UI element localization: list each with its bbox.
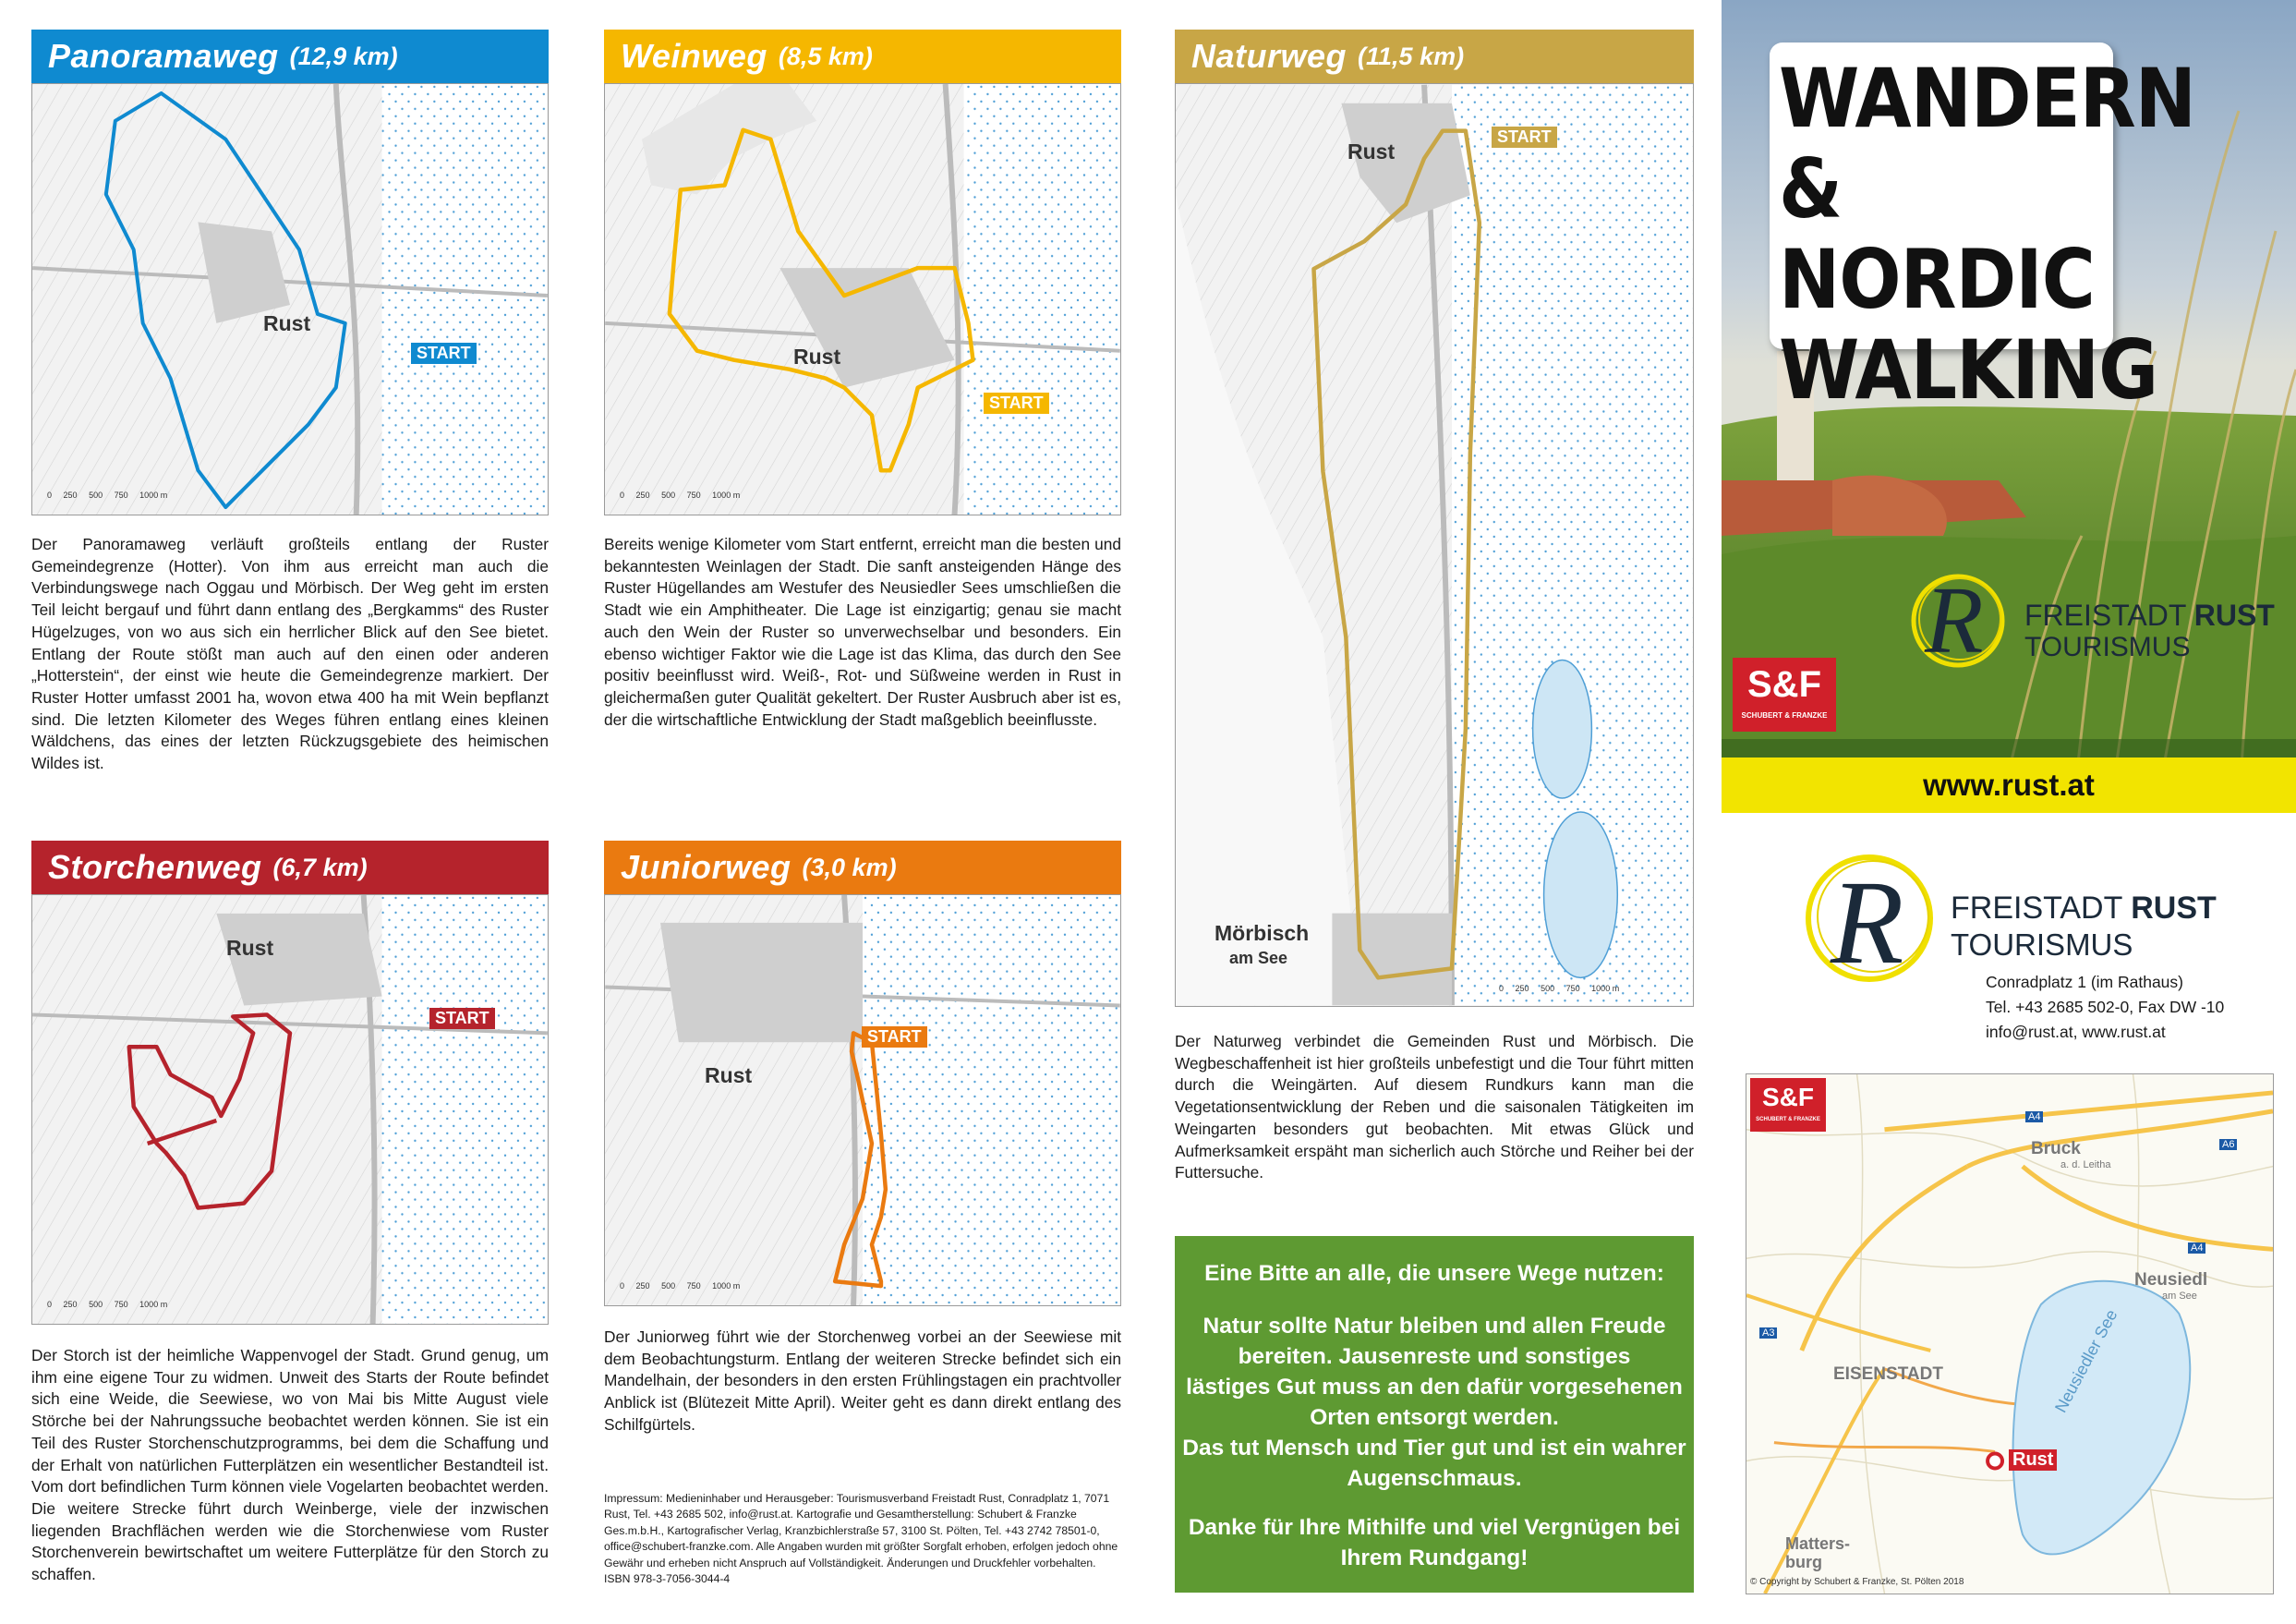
cover-panel (1722, 0, 2296, 813)
logo-letter: R (1925, 567, 1984, 673)
publisher-sub: SCHUBERT & FRANZKE (1741, 711, 1828, 720)
cover-publisher-logo (1733, 658, 1836, 732)
panoramaweg-header (31, 30, 549, 83)
cover-tourism-logo (1903, 565, 2290, 676)
route-length: (11,5 km) (1358, 42, 1465, 70)
logo-top-text: FREISTADT RUST (1951, 891, 2217, 926)
cover-url[interactable]: www.rust.at (1923, 768, 2095, 802)
start-marker: START (862, 1026, 927, 1048)
juniorweg-description: Der Juniorweg führt wie der Storchenweg vorbei an der Seewiese mit dem Beobachtungsturm. Entlang der weiteren Strecke befindet sich ein Mandelhain, der besonders in den ersten Frühlingstagen ein prachtvoller Anblick ist (Blütezeit Mitte April). Weiter geht es dann direkt entlang des Schilfgürtels. (604, 1327, 1121, 1434)
road-shield-a3: A3 (1759, 1327, 1777, 1339)
appeal-line: Das tut Mensch und Tier gut und ist ein wahrer (1182, 1436, 1686, 1460)
place-label-neusiedl-sub: am See (2162, 1291, 2197, 1302)
start-marker: START (984, 393, 1049, 414)
place-label-mattersburg: Matters- burg (1785, 1534, 1851, 1571)
contact-info (1986, 970, 2224, 1045)
publisher-sub: SCHUBERT & FRANZKE (1756, 1117, 1820, 1122)
map-scale: 0 250 500 750 1000 m (1499, 984, 1620, 993)
juniorweg-map-graphic (605, 895, 1120, 1305)
place-label-bruck-sub: a. d. Leitha (2060, 1159, 2111, 1170)
publisher-mark: S&F (1762, 1083, 1814, 1111)
logo-bottom-text: TOURISMUS (2024, 632, 2191, 662)
route-name: Storchenweg (48, 848, 262, 886)
naturweg-description: Der Naturweg verbindet die Gemeinden Rust und Mörbisch. Die Wegbeschaffenheit ist hier großteils unbefestigt und die Tour führt mitten durch die Weingärten. Auf diesem Rundkurs kann man die Vegetationsentwicklung der Reben und die saisonalen Tätigkeiten im Weingarten besonders gut beobachten. Mit etwas Glück und Aufmerksamkeit erspäht man sicherlich auch Störche und Reiher bei der Futtersuche. (1175, 1032, 1694, 1182)
map-town-label: Rust (705, 1063, 753, 1087)
map-scale: 0 250 500 750 1000 m (620, 1281, 741, 1291)
logo-top-text: FREISTADT RUST (2024, 599, 2275, 632)
map-scale: 0 250 500 750 1000 m (47, 491, 168, 500)
cover-title-line: WALKING (1779, 322, 2158, 418)
route-name: Juniorweg (621, 848, 792, 886)
weinweg-map (604, 83, 1121, 515)
map-scale: 0 250 500 750 1000 m (620, 491, 741, 500)
map-town-label: Rust (1347, 139, 1396, 164)
storchenweg-header (31, 841, 549, 894)
appeal-line: lästiges Gut muss an den dafür vorgesehenen (1186, 1375, 1683, 1400)
juniorweg-header (604, 841, 1121, 894)
weinweg-header (604, 30, 1121, 83)
start-marker: START (411, 343, 477, 364)
route-name: Naturweg (1191, 37, 1347, 75)
place-label-neusiedl: Neusiedl (2134, 1270, 2208, 1290)
appeal-thanks: Danke für Ihre Mithilfe und viel Vergnügen bei (1188, 1515, 1681, 1540)
logo-bottom-text: TOURISMUS (1951, 927, 2133, 962)
map-town-label-moerbisch: Mörbisch (1214, 921, 1310, 945)
overview-publisher-logo (1750, 1078, 1826, 1132)
appeal-heading: Eine Bitte an alle, die unsere Wege nutzen: (1204, 1261, 1664, 1286)
weinweg-description: Bereits wenige Kilometer vom Start entfernt, erreicht man die besten und bekanntesten Weinlagen der Stadt. Die sanft ansteigenden Hänge des Ruster Hügellandes am Westufer des Neusiedler Sees umschließen die Stadt wie ein Amphitheater. Die Lage ist einzigartig; genau sie macht auch den Wein der Ruster so unverwechselbar und besonders. Ein ebenso wichtiger Faktor wie die Lage ist das Klima, das durch den See positiv beeinflusst wird. Weiß-, Rot- und Süßweine werden in Rust in gleichermaßen guter Qualität gekeltert. Der Ruster Ausbruch aber ist es, der die wirtschaftliche Entwicklung der Stadt maßgeblich beeinflusste. (604, 535, 1121, 729)
naturweg-map (1175, 83, 1694, 1007)
contact-web[interactable]: info@rust.at, www.rust.at (1986, 1023, 2166, 1041)
cover-title-line: & NORDIC (1779, 141, 2095, 327)
map-town-label: Rust (793, 345, 841, 369)
contact-address: Conradplatz 1 (im Rathaus) (1986, 973, 2183, 991)
route-name: Panoramaweg (48, 37, 279, 75)
road-shield-a4: A4 (2025, 1111, 2043, 1122)
cover-title (1779, 51, 2196, 418)
panoramaweg-description: Der Panoramaweg verläuft großteils entlang der Ruster Gemeindegrenze (Hotter). Von ihm aus erreicht man auch die Verbindungswege nach Oggau und Mörbisch. Der Weg geht im ersten Teil leicht bergauf und führt dann entlang des „Bergkamms“ des Ruster Hügelzuges, von wo aus sich ein herrlicher Blick auf den See bietet. Entlang der Route stößt man auch auf den einen oder anderen „Hotterstein“, der einst wie heute die Gemeindegrenze markiert. Der Ruster Hotter umfasst 2001 ha, wovon etwa 400 ha mit Wein bepflanzt sind. Die letzten Kilometer des Weges führen entlang eines kleinen Wäldchens, das eines der letzten Rückzugsgebiete des heimischen Wildes ist. (31, 535, 549, 773)
panoramaweg-map (31, 83, 549, 515)
panoramaweg-map-graphic (32, 84, 548, 515)
route-length: (6,7 km) (272, 853, 368, 881)
appeal-line: Natur sollte Natur bleiben und allen Freude (1202, 1314, 1666, 1339)
storchenweg-map-graphic (32, 895, 548, 1324)
place-label-bruck: Bruck (2031, 1139, 2081, 1158)
appeal-line: bereiten. Jausenreste und sonstiges (1238, 1344, 1631, 1369)
start-marker: START (1492, 127, 1557, 148)
road-shield-a6: A6 (2219, 1139, 2237, 1150)
juniorweg-map (604, 894, 1121, 1306)
storchenweg-map (31, 894, 549, 1325)
route-length: (8,5 km) (778, 42, 873, 70)
route-name: Weinweg (621, 37, 767, 75)
place-label-eisenstadt: EISENSTADT (1833, 1364, 1943, 1384)
imprint: Impressum: Medieninhaber und Herausgeber: Tourismusverband Freistadt Rust, Conradplatz 1, 7071 Rust, Tel. +43 2685 502, info@rust.at. Kartografie und Gesamtherstellung: Schubert & Franzke Ges.m.b.H., Kartografischer Verlag, Kranzbichlerstraße 57, 3100 St. Pölten, Tel. +43 2742 78501-0, office@schubert-franzke.com. Alle Angaben wurden mit größter Sorgfalt erhoben, erfolgen jedoch ohne Gewähr und erheben nicht Anspruch auf Vollständigkeit. Änderungen und Druckfehler vorbehalten. ISBN 978-3-7056-3044-4 (604, 1492, 1118, 1586)
map-town-label: Rust (263, 311, 311, 335)
appeal-line: Orten entsorgt werden. (1310, 1405, 1559, 1430)
road-shield-a4: A4 (2188, 1242, 2205, 1254)
weinweg-map-graphic (605, 84, 1120, 515)
cover-title-line: WANDERN (1779, 51, 2196, 146)
overview-copyright: © Copyright by Schubert & Franzke, St. Pölten 2018 (1750, 1577, 1964, 1587)
appeal-thanks: Ihrem Rundgang! (1340, 1545, 1529, 1570)
route-length: (12,9 km) (289, 42, 398, 70)
cover-url-bar[interactable] (1722, 757, 2296, 813)
start-marker: START (429, 1008, 495, 1029)
place-label-rust: Rust (2009, 1449, 2057, 1471)
route-length: (3,0 km) (802, 853, 897, 881)
naturweg-header (1175, 30, 1694, 83)
map-scale: 0 250 500 750 1000 m (47, 1300, 168, 1309)
logo-letter: R (1831, 856, 1904, 989)
map-town-label-moerbisch-sub: am See (1229, 949, 1288, 967)
contact-phone: Tel. +43 2685 502-0, Fax DW -10 (1986, 998, 2225, 1016)
map-town-label: Rust (226, 936, 274, 960)
publisher-mark: S&F (1747, 664, 1821, 705)
appeal-box (1175, 1236, 1694, 1593)
overview-map (1746, 1073, 2274, 1594)
storchenweg-description: Der Storch ist der heimliche Wappenvogel der Stadt. Grund genug, um ihm eine eigene Tour zu widmen. Unweit des Starts der Route befindet sich eine Weide, die Seewiese, wo von Mai bis Mitte August viele Störche bei der Nahrungssuche beobachtet werden können. Sie ist ein Teil des Ruster Storchenschutzprogramms, bei dem die Schaffung und der Erhalt von natürlichen Futterplätzen ein wesentlicher Bestandteil ist. Vom dort befindlichen Turm können viele Vogelarten beobachtet werden. Die weitere Strecke führt durch Weinberge, viele der inzwischen liegenden Brachflächen werden wie die Storchenwiese vom Ruster Storchenverein bewirtschaftet um weitere Futterplätze für den Storch zu schaffen. (31, 1346, 549, 1584)
overview-map-graphic (1746, 1074, 2273, 1594)
appeal-line: Augenschmaus. (1347, 1466, 1522, 1491)
lake-label: Neusiedler See (2051, 1306, 2121, 1416)
naturweg-map-graphic (1176, 84, 1693, 1006)
